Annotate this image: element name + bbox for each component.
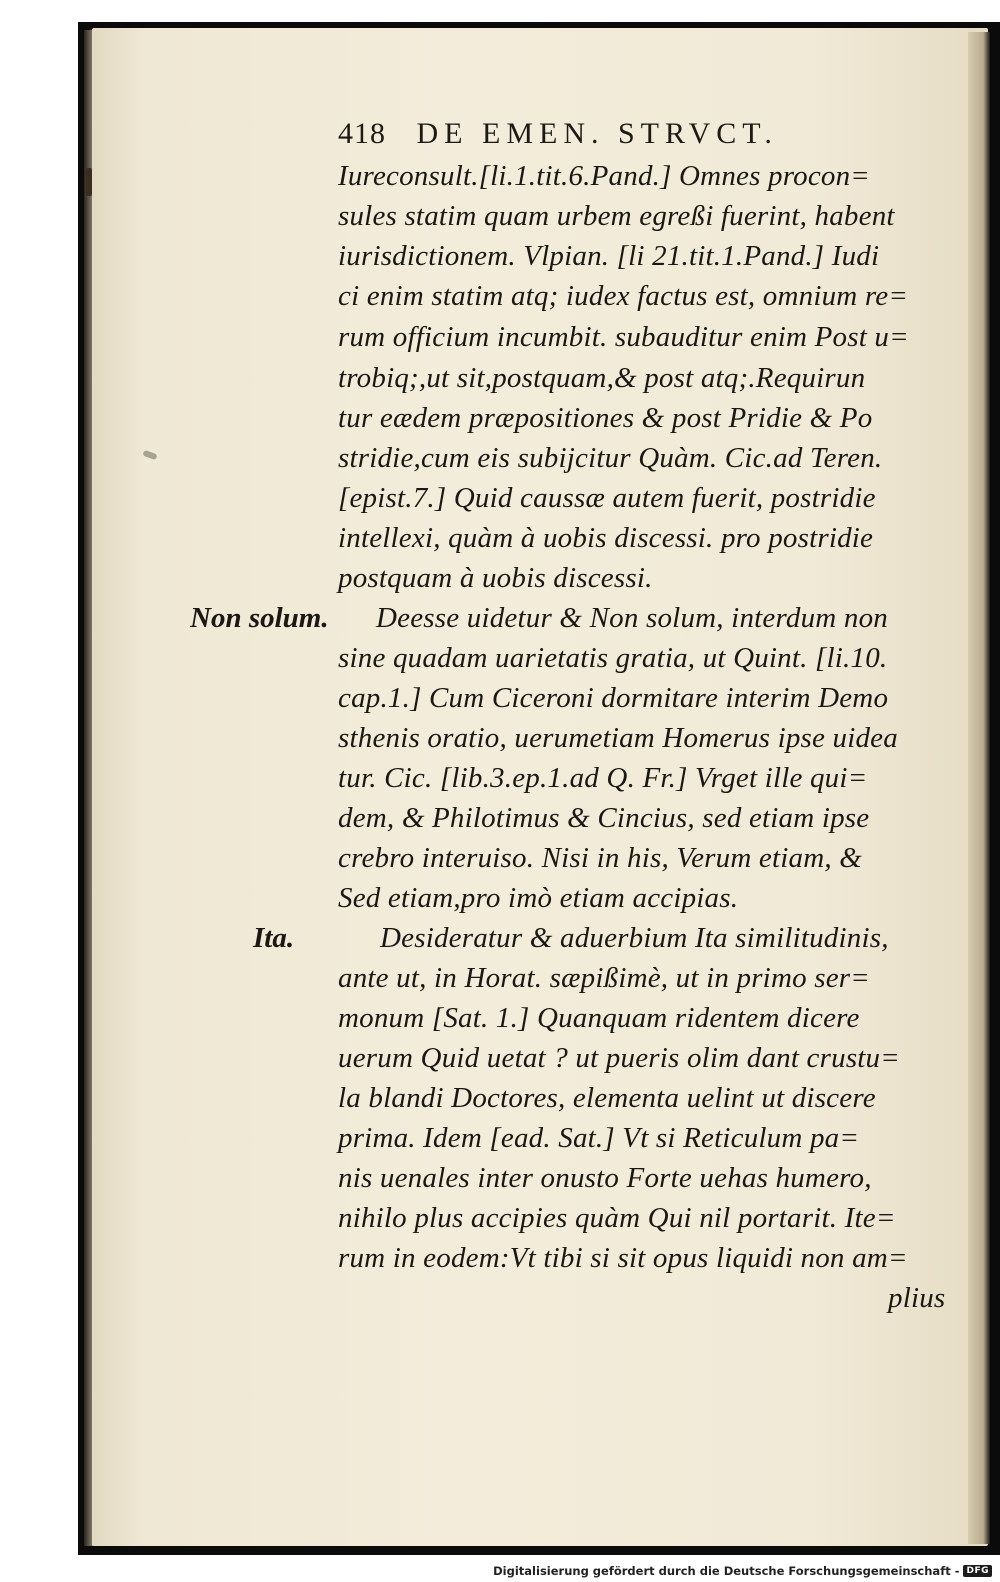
dfg-logo: DFG — [963, 1565, 992, 1577]
text-line: Deesse uidetur & Non solum, interdum non — [376, 602, 888, 634]
text-line: iurisdictionem. Vlpian. [li 21.tit.1.Pand.] Iudi — [338, 240, 880, 272]
text-line: postquam à uobis discessi. — [338, 562, 653, 594]
text-line: crebro interuiso. Nisi in his, Verum etiam, & — [338, 842, 863, 874]
text-line: nihilo plus accipies quàm Qui nil portarit. Ite= — [338, 1202, 896, 1234]
text-line: sthenis oratio, uerumetiam Homerus ipse uidea — [338, 722, 898, 754]
text-line: nis uenales inter onusto Forte uehas humero, — [338, 1162, 872, 1194]
text-line: la blandi Doctores, elementa uelint ut discere — [338, 1082, 876, 1114]
margin-note-ita: Ita. — [253, 922, 295, 954]
text-line: intellexi, quàm à uobis discessi. pro postridie — [338, 522, 874, 554]
text-line: sules statim quam urbem egreßi fuerint, habent — [338, 200, 895, 232]
digitization-credit — [493, 1564, 992, 1578]
text-line: tur eædem præpositiones & post Pridie & Po — [338, 402, 873, 434]
text-line: ante ut, in Horat. sæpißimè, ut in primo ser= — [338, 962, 871, 994]
text-line: rum officium incumbit. subauditur enim Post u= — [338, 321, 909, 353]
text-line: Iureconsult.[li.1.tit.6.Pand.] Omnes procon= — [338, 160, 871, 192]
text-line: Desideratur & aduerbium Ita similitudinis, — [380, 922, 889, 954]
text-line: rum in eodem:Vt tibi si sit opus liquidi non am= — [338, 1242, 908, 1274]
text-line: prima. Idem [ead. Sat.] Vt si Reticulum pa= — [338, 1122, 860, 1154]
text-line: sine quadam uarietatis gratia, ut Quint. [li.10. — [338, 642, 888, 674]
margin-note-non-solum: Non solum. — [190, 602, 329, 634]
text-line: uerum Quid uetat ? ut pueris olim dant crustu= — [338, 1042, 901, 1074]
page-number: 418 — [338, 117, 386, 150]
credit-text: Digitalisierung gefördert durch die Deutsche Forschungsgemeinschaft - — [493, 1564, 960, 1578]
text-line: stridie,cum eis subijcitur Quàm. Cic.ad Teren. — [338, 442, 883, 474]
page-tab-mark — [86, 168, 92, 196]
page-fore-edge — [968, 32, 990, 1544]
running-head-title: DE EMEN. STRVCT. — [416, 117, 778, 150]
text-line: [epist.7.] Quid caussæ autem fuerit, postridie — [338, 482, 876, 514]
text-line: monum [Sat. 1.] Quanquam ridentem dicere — [338, 1002, 860, 1034]
text-line: Sed etiam,pro imò etiam accipias. — [338, 882, 739, 914]
text-line: dem, & Philotimus & Cincius, sed etiam ipse — [338, 802, 870, 834]
text-line: plius — [888, 1282, 946, 1314]
text-line: cap.1.] Cum Ciceroni dormitare interim Demo — [338, 682, 889, 714]
text-line: tur. Cic. [lib.3.ep.1.ad Q. Fr.] Vrget ille qui= — [338, 762, 868, 794]
text-line: trobiq;,ut sit,postquam,& post atq;.Requirun — [338, 362, 866, 394]
text-line: ci enim statim atq; iudex factus est, omnium re= — [338, 280, 909, 312]
running-head — [338, 117, 778, 151]
